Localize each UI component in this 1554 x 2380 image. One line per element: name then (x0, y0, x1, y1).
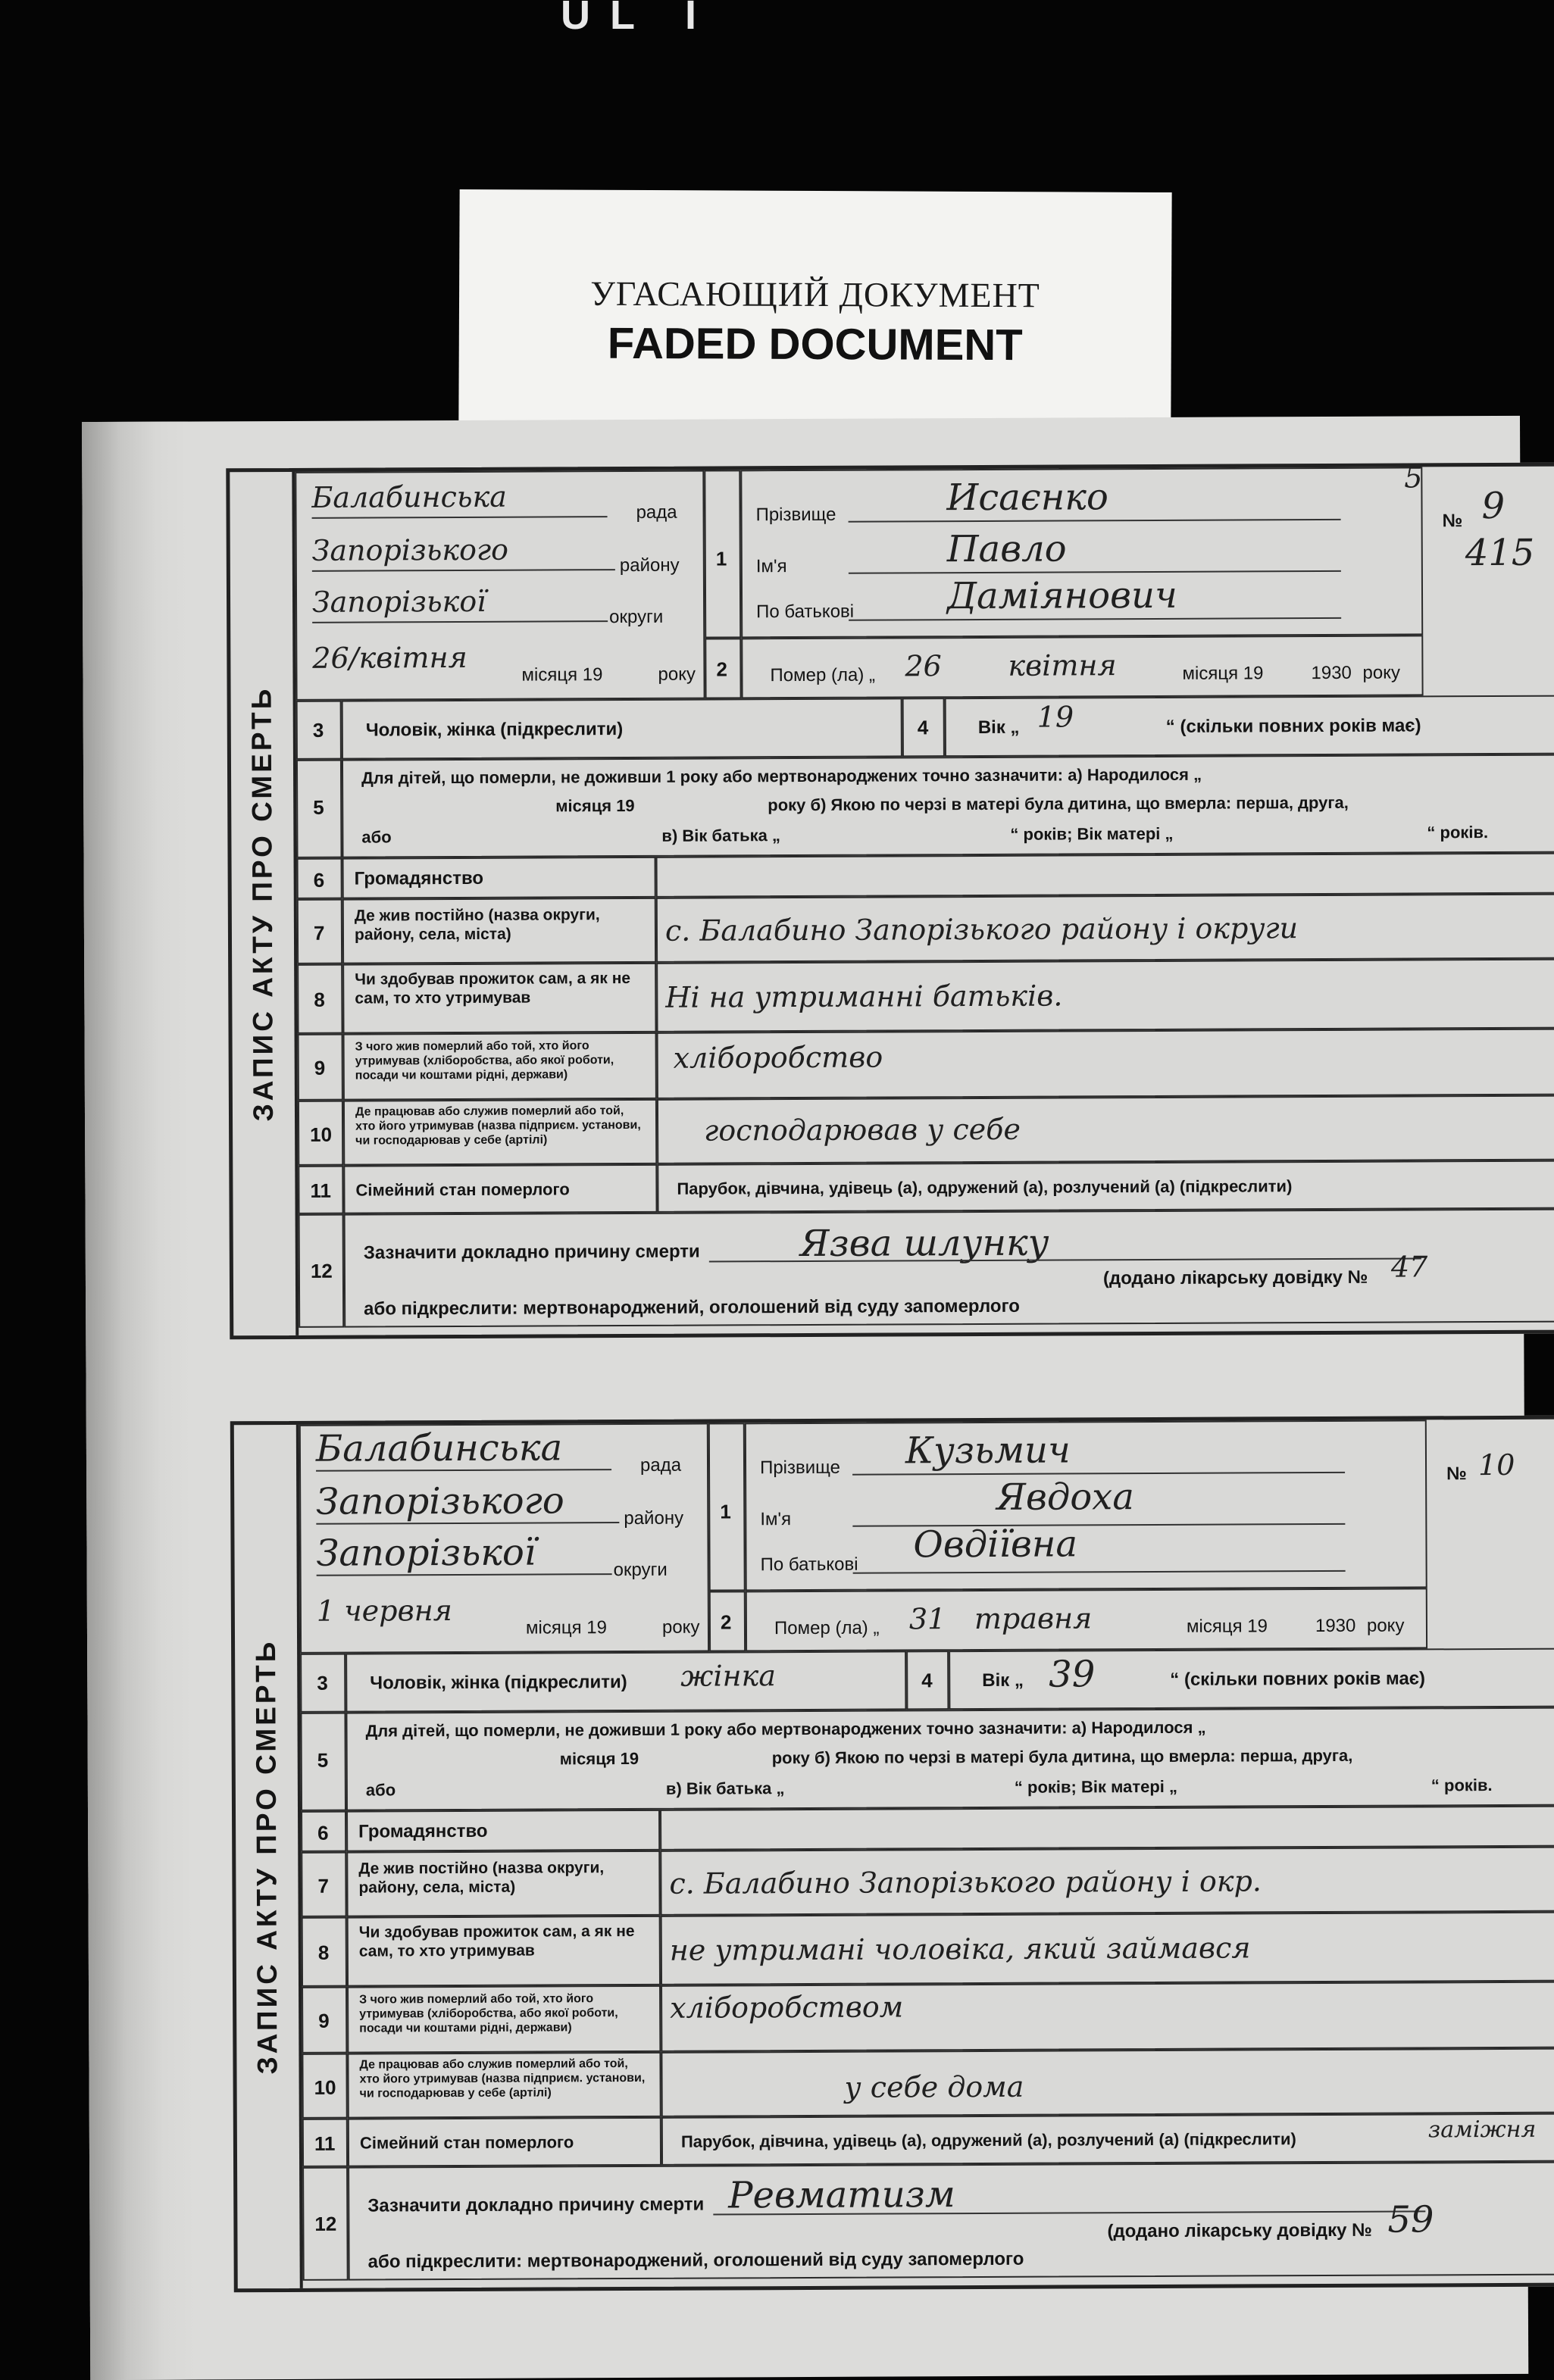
income-cell (661, 1982, 1554, 2052)
patronymic-value: Овдіївна (913, 1523, 1078, 1566)
council-block: Балабинська рада Запорізького району Запорізької округи 1 червня місяця 19 року (299, 1423, 709, 1654)
record-number-box: 5 № 9 415 (1404, 461, 1535, 575)
register-page (82, 416, 1537, 2380)
death-day-value: 31 (908, 1602, 946, 1636)
support-cell (656, 959, 1554, 1032)
marital-cell: Парубок, дівчина, удівець (а), одружений (а), розлучений (а) (підкреслити) заміжня (661, 2113, 1554, 2166)
cause-row: Зазначити докладно причину смерти Ревматизм (додано лікарську довідку № 59 або підкреслити: мертвонароджений, оголошений від суду запомерлого (348, 2162, 1554, 2281)
page-fold-shadow (82, 422, 196, 2380)
form-grid: Балабинська рада Запорізького району Запорізької округи 26/квітня місяця 19 року 1 Прізвище Исаєнко Ім'я Павло По батькові Даміянович 5 № 9 415 2 Помер (ла) „ 26 квітня місяця 19 1930 року 3 Чоловік, жінка (підкреслити) 4 Вік „ 19 “ (скільки повних років має) 5 Для дітей, що померли, не доживши 1 року або мертвонароджених точно зазначити: а) Народилося „ місяця 19 року б) Якою по черзі в матері була дитина, що вмерла: перша, друга, або в) Вік батька „ “ років; Вік матері „ “ років. 6 Громадянство 7 Де жив постійно (назва округи, району, села, міста) с. Балабино Запорізького району і округи 8 Чи здобував прожиток сам, а як не сам, то хто утримував Ні на утриманні батьків. 9 З чого жив померлий або той, хто його утримував (хліборобства, або якої роботи, посади чи коштами рідні, держави) хліборобство 10 Де працював або служив померлий або той, хто його утримував (назва підприєм. установи, чи господарював у себе (артілі) господарював у себе 11 Сімейний стан померлого Парубок, дівчина, удівець (а), одружений (а), розлучений (а) (підкреслити) 12 Зазначити докладно причину смерти Язва шлунку (додано лікарську довідку № 47 або підкреслити: мертвонароджений, оголошений від суду запомерлого (295, 467, 1554, 1335)
death-day-value: 26 (905, 649, 942, 683)
rada-label: рада (636, 501, 677, 523)
top-archive-mark: UL I (561, 0, 717, 36)
citizenship-value-cell (660, 1806, 1554, 1851)
sex-row: Чоловік, жінка (підкреслити) жінка (346, 1651, 906, 1712)
name-value: Явдоха (996, 1476, 1135, 1519)
death-record-form-2 (230, 1416, 1554, 2293)
age-value: 39 (1049, 1653, 1096, 1696)
council-block (295, 470, 705, 701)
death-year-value: 1930 (1315, 1615, 1356, 1637)
work-cell (661, 2048, 1554, 2117)
sex-value: жінка (680, 1659, 777, 1693)
record-number: 9 (1481, 484, 1506, 528)
name-value: Павло (946, 527, 1067, 571)
record-number: 10 (1477, 1448, 1515, 1482)
raion-value: Запорізького (311, 533, 509, 567)
okruha-value: Запорізької (311, 584, 486, 619)
okruha-label: округи (609, 606, 664, 628)
age-value: 19 (1037, 700, 1074, 734)
okruha-value: Запорізької (316, 1531, 536, 1575)
income-cell (657, 1029, 1554, 1099)
surname-value: Исаєнко (946, 476, 1108, 520)
cause-value: Язва шлунку (799, 1221, 1049, 1266)
reg-date-value: 26/квітня (312, 640, 467, 675)
support-cell (661, 1912, 1554, 1985)
age-row: Вік „ 39 “ (скільки повних років має) (949, 1648, 1554, 1710)
reg-year-label: року (658, 664, 696, 685)
death-month-value: квітня (1008, 648, 1117, 682)
income-value: хліборобством (670, 1990, 904, 2025)
patronymic-value: Даміянович (946, 573, 1177, 618)
certificate-value: 47 (1390, 1250, 1428, 1284)
support-value: не утримані чоловіка, який займався (669, 1931, 1251, 1967)
work-value: у себе дома (844, 2069, 1024, 2104)
cause-value: Ревматизм (728, 2173, 955, 2217)
certificate-value: 59 (1387, 2198, 1434, 2241)
support-value: Ні на утриманні батьків. (665, 979, 1063, 1014)
form-grid: Балабинська рада Запорізького району Запорізької округи 1 червня місяця 19 року 1 Прізвище Кузьмич Ім'я Явдоха По батькові Овдіївна № 10 2 Помер (ла) „ 31 травня місяця 19 1930 року 3 Чоловік, жінка (підкреслити) жінка 4 Вік „ 39 “ (скільки повних років має) 5 Для дітей, що померли, не доживши 1 року або мертвонароджених точно зазначити: а) Народилося „ місяця 19 року б) Якою по черзі в матері була дитина, що вмерла: перша, друга, або в) Вік батька „ “ років; Вік матері „ “ років. 6 Громадянство 7 Де жив постійно (назва округи, району, села, міста) с. Балабино Запорізького району і окр. 8 Чи здобував прожиток сам, а як не сам, то хто утримував не утримані чоловіка, який займався 9 З чого жив померлий або той, хто його утримував (хліборобства, або якої роботи, посади чи коштами рідні, держави) хліборобством 10 Де працював або служив померлий або той, хто його утримував (назва підприєм. установи, чи господарював у себе (артілі) у себе дома 11 Сімейний стан померлого Парубок, дівчина, удівець (а), одружений (а), розлучений (а) (підкреслити) заміжня 12 Зазначити докладно причину смерти Ревматизм (додано лікарську довідку № 59 або підкреслити: мертвонароджений, оголошений від суду запомерлого (299, 1420, 1554, 2288)
children-row: Для дітей, що померли, не доживши 1 року або мертвонароджених точно зазначити: а) Народилося „ місяця 19 року б) Якою по черзі в матері була дитина, що вмерла: перша, друга, або в) Вік батька „ “ років; Вік матері „ “ років. (342, 754, 1554, 858)
work-cell (657, 1095, 1554, 1164)
label-line-ru: УГАСАЮЩИЙ ДОКУМЕНТ (590, 273, 1040, 315)
surname-value: Кузьмич (905, 1429, 1071, 1473)
work-value: господарював у себе (704, 1112, 1021, 1148)
form-side-title: ЗАПИС АКТУ ПРО СМЕРТЬ (234, 1425, 303, 2288)
children-row: Для дітей, що померли, не доживши 1 року або мертвонароджених точно зазначити: а) Народилося „ місяця 19 року б) Якою по черзі в матері була дитина, що вмерла: перша, друга, або в) Вік батька „ “ років; Вік матері „ “ років. (346, 1707, 1554, 1811)
person-name-block: Прізвище Кузьмич Ім'я Явдоха По батькові Овдіївна (745, 1420, 1427, 1591)
death-record-form-1 (226, 463, 1554, 1340)
reg-date-value: 1 червня (316, 1594, 452, 1628)
person-name-block: Прізвище Исаєнко Ім'я Павло По батькові Даміянович (740, 467, 1423, 638)
record-number-alt: 5 (1404, 461, 1423, 495)
death-month-value: травня (974, 1601, 1093, 1636)
citizenship-value-cell (656, 853, 1554, 898)
residence-cell (656, 894, 1554, 963)
death-year-value: 1930 (1311, 662, 1352, 684)
raion-label: району (619, 554, 680, 576)
record-number-ext: 415 (1465, 531, 1535, 575)
marital-value: заміжня (1427, 2116, 1537, 2144)
rada-value: Балабинська (311, 479, 507, 514)
income-value: хліборобство (673, 1040, 883, 1075)
marital-cell: Парубок, дівчина, удівець (а), одружений (а), розлучений (а) (підкреслити) (657, 1160, 1554, 1213)
form-side-title: ЗАПИС АКТУ ПРО СМЕРТЬ (230, 472, 299, 1335)
record-number-box: № 10 (1446, 1448, 1515, 1485)
label-line-en: FADED DOCUMENT (607, 318, 1023, 370)
reg-month-label: місяця 19 (521, 664, 603, 686)
raion-value: Запорізького (316, 1479, 564, 1523)
faded-document-label (458, 189, 1171, 423)
age-row: Вік „ 19 “ (скільки повних років має) (945, 695, 1554, 757)
cause-row: Зазначити докладно причину смерти Язва шлунку (додано лікарську довідку № 47 або підкреслити: мертвонароджений, оголошений від суду запомерлого (344, 1209, 1554, 1328)
death-date-row: Помер (ла) „ 31 травня місяця 19 1930 року (746, 1588, 1427, 1651)
rada-value: Балабинська (315, 1426, 563, 1470)
residence-cell (660, 1847, 1554, 1916)
residence-value: с. Балабино Запорізького району і округи (664, 911, 1299, 948)
residence-value: с. Балабино Запорізького району і окр. (669, 1864, 1262, 1901)
sex-row: Чоловік, жінка (підкреслити) (342, 698, 902, 759)
death-date-row: Помер (ла) „ 26 квітня місяця 19 1930 року (741, 635, 1423, 698)
